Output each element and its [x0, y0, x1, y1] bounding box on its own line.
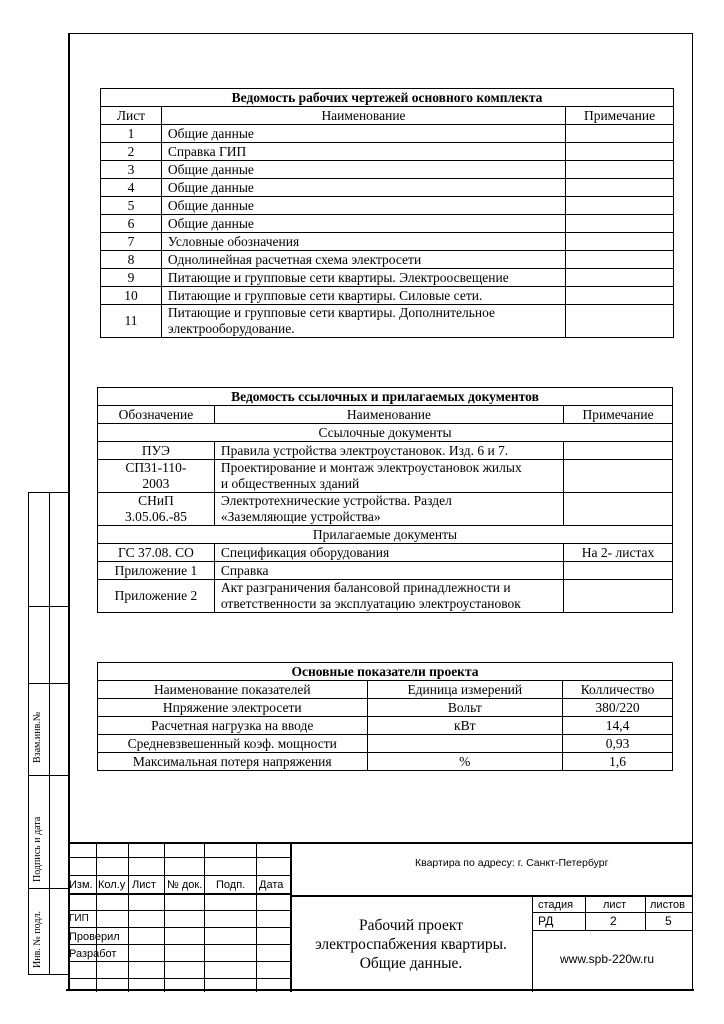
drawing-title-line3: Общие данные.	[359, 955, 463, 972]
cell-name: Спецификация оборудования	[214, 544, 563, 562]
cell-note: На 2- листах	[564, 544, 673, 562]
cell-qty: 1,6	[563, 753, 673, 771]
cell-unit: %	[367, 753, 563, 771]
cell-code-line2: 2003	[142, 476, 170, 491]
cell-sheet: 7	[101, 233, 162, 251]
table-row	[98, 735, 673, 753]
cell-name: Питающие и групповые сети квартиры. Электроосвещение	[161, 269, 565, 287]
drawings-table	[100, 88, 674, 338]
cell-qty: 0,93	[563, 735, 673, 753]
drawing-title-line2: электроспабжения квартиры.	[315, 936, 507, 953]
cell-name-line2: «Заземляющие устройства»	[220, 509, 381, 524]
section-attached-docs: Прилагаемые документы	[98, 526, 673, 544]
table-row	[98, 493, 673, 526]
title-block	[68, 842, 693, 992]
side-label-inv-sub: Инв. № подл.	[32, 911, 43, 968]
header-sheet: Лист	[101, 107, 162, 125]
cell-sheet: 9	[101, 269, 162, 287]
cell-code-line2: 3.05.06.-85	[124, 509, 187, 524]
table-row	[101, 287, 674, 305]
cell-name-line1: Электротехнические устройства. Раздел	[220, 493, 452, 508]
cell-name	[214, 493, 563, 526]
cell-qty: 380/220	[563, 699, 673, 717]
cell-sheet: 10	[101, 287, 162, 305]
cell-code: ГС 37.08. СО	[98, 544, 215, 562]
table-row	[101, 215, 674, 233]
cell-name	[214, 460, 563, 493]
column-sign: Подп.	[216, 879, 246, 891]
column-sheet: Лист	[132, 879, 156, 891]
header-name: Наименование	[214, 406, 563, 424]
bottom-border	[66, 989, 694, 991]
cell-sheet: 6	[101, 215, 162, 233]
docs-table-title: Ведомость ссылочных и прилагаемых документов	[98, 388, 673, 406]
header-note: Примечание	[564, 406, 673, 424]
table-row	[98, 562, 673, 580]
cell-name	[214, 580, 563, 613]
sheet-value: 2	[610, 914, 617, 928]
header-qty: Колличество	[563, 681, 673, 699]
cell-sheet: 5	[101, 197, 162, 215]
table-row	[101, 125, 674, 143]
table-row	[98, 580, 673, 613]
indicators-table-title: Основные показатели проекта	[98, 663, 673, 681]
table-row	[101, 161, 674, 179]
sheet-label: лист	[603, 899, 627, 911]
cell-name: Расчетная нагрузка на вводе	[98, 717, 368, 735]
cell-name: Правила устройства электроустановок. Изд. 6 и 7.	[214, 442, 563, 460]
cell-name: Максимальная потеря напряжения	[98, 753, 368, 771]
header-name: Наименование показателей	[98, 681, 368, 699]
table-row	[98, 717, 673, 735]
header-name: Наименование	[161, 107, 565, 125]
cell-name: Средневзвешенный коэф. мощности	[98, 735, 368, 753]
table-row	[101, 179, 674, 197]
cell-name-line1: Питающие и групповые сети квартиры. Дополнительное	[167, 305, 495, 320]
table-row	[98, 442, 673, 460]
cell-name: Общие данные	[161, 215, 565, 233]
cell-name: Однолинейная расчетная схема электросети	[161, 251, 565, 269]
cell-name-line2: и общественных зданий	[220, 476, 360, 491]
table-row	[98, 699, 673, 717]
drawing-title	[298, 916, 524, 973]
cell-name: Справка ГИП	[161, 143, 565, 161]
cell-name: Общие данные	[161, 179, 565, 197]
cell-unit	[367, 735, 563, 753]
table-row	[101, 197, 674, 215]
cell-name: Нпряжение электросети	[98, 699, 368, 717]
table-row	[101, 305, 674, 338]
cell-sheet: 2	[101, 143, 162, 161]
drawings-table-title: Ведомость рабочих чертежей основного комплекта	[101, 89, 674, 107]
stage-value: РД	[538, 914, 554, 928]
cell-name: Справка	[214, 562, 563, 580]
drawing-title-line1: Рабочий проект	[359, 917, 463, 934]
cell-sheet: 3	[101, 161, 162, 179]
role-checked: Проверил	[69, 931, 120, 943]
docs-table	[97, 387, 673, 613]
cell-code-line1: СНиП	[138, 493, 174, 508]
side-label-sign-date: Подпись и дата	[32, 816, 43, 882]
cell-qty: 14,4	[563, 717, 673, 735]
cell-unit: кВт	[367, 717, 563, 735]
table-row	[101, 251, 674, 269]
header-note: Примечание	[566, 107, 674, 125]
website: www.spb-220w.ru	[560, 952, 655, 966]
cell-sheet: 8	[101, 251, 162, 269]
indicators-table	[97, 662, 673, 771]
table-row	[98, 544, 673, 562]
cell-name: Общие данные	[161, 125, 565, 143]
cell-code-line1: СП31-110-	[125, 460, 187, 475]
table-row	[101, 269, 674, 287]
cell-code: ПУЭ	[98, 442, 215, 460]
cell-unit: Вольт	[367, 699, 563, 717]
cell-name: Общие данные	[161, 197, 565, 215]
table-row	[98, 460, 673, 493]
cell-name	[161, 305, 565, 338]
cell-name-line2: электрооборудование.	[167, 321, 295, 336]
sheets-label: листов	[650, 899, 685, 911]
project-address: Квартира по адресу: г. Санкт-Петербург	[415, 857, 609, 869]
cell-code	[98, 460, 215, 493]
role-gip: ГИП	[69, 913, 89, 924]
stage-label: стадия	[538, 899, 574, 911]
cell-name-line2: ответственности за эксплуатацию электроустановок	[220, 596, 521, 611]
column-doc: № док.	[167, 879, 203, 891]
column-izm: Изм.	[69, 879, 93, 891]
cell-code: Приложение 2	[98, 580, 215, 613]
cell-code	[98, 493, 215, 526]
cell-name-line1: Акт разграничения балансовой принадлежности и	[220, 580, 511, 595]
cell-name: Условные обозначения	[161, 233, 565, 251]
section-reference-docs: Ссылочные документы	[98, 424, 673, 442]
side-label-replace-inv: Взам.инв.№	[32, 711, 43, 763]
cell-sheet: 11	[101, 305, 162, 338]
table-row	[98, 753, 673, 771]
header-code: Обозначение	[98, 406, 215, 424]
cell-name: Питающие и групповые сети квартиры. Силовые сети.	[161, 287, 565, 305]
table-row	[101, 233, 674, 251]
column-date: Дата	[259, 879, 284, 891]
cell-name-line1: Проектирование и монтаж электроустановок жилых	[220, 460, 522, 475]
column-kol: Кол.у	[98, 879, 126, 891]
cell-name: Общие данные	[161, 161, 565, 179]
header-unit: Единица измерений	[367, 681, 563, 699]
role-developed: Разработ	[69, 948, 117, 960]
table-row	[101, 143, 674, 161]
cell-code: Приложение 1	[98, 562, 215, 580]
cell-sheet: 1	[101, 125, 162, 143]
cell-sheet: 4	[101, 179, 162, 197]
sheets-value: 5	[665, 914, 672, 928]
